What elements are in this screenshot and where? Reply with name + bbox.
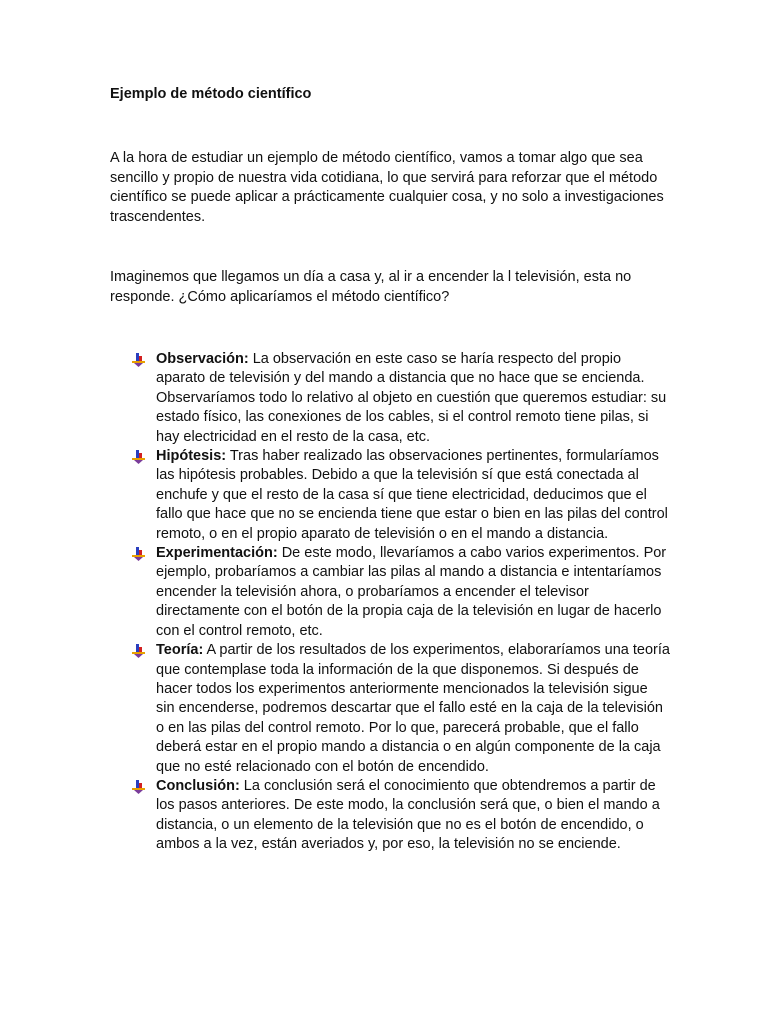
colored-pencil-bullet-icon [130,780,148,794]
list-item-conclusion [130,777,670,855]
step-text: Tras haber realizado las observaciones pertinentes, formularíamos las hipótesis probables. Debido a que la televisión sí que está conectada al enchufe y que el resto de la casa sí que tiene electricidad, deducimos que el fallo que hace que no se encienda tiene que estar o bien en las pilas del control remoto, o en el propio aparato de televisión o en el mando a distancia. [156,448,668,542]
document-title: Ejemplo de método científico [110,86,312,102]
list-item-experimentacion [130,544,670,641]
method-steps-list [130,350,670,855]
question-paragraph: Imaginemos que llegamos un día a casa y, al ir a encender la l televisión, esta no responde. ¿Cómo aplicaríamos el método científico? [110,269,632,305]
step-text: De este modo, llevaríamos a cabo varios experimentos. Por ejemplo, probaríamos a cambiar las pilas al mando a distancia e intentaríamos encender la televisión ahora, o probaríamos a encender el televisor directamente con el botón de la propia caja de la televisión en lugar de hacerlo con el control remoto, etc. [156,545,667,639]
colored-pencil-bullet-icon [130,450,148,464]
step-term: Conclusión: [156,777,240,794]
intro-paragraph: A la hora de estudiar un ejemplo de método científico, vamos a tomar algo que sea sencillo y propio de nuestra vida cotidiana, lo que servirá para reforzar que el método científico se puede aplicar a prácticamente cualquier cosa, y no solo a investigaciones trascendentes. [110,150,664,225]
step-term: Teoría: [156,642,204,659]
step-term: Hipótesis: [156,448,227,465]
list-item-observacion [130,350,670,447]
colored-pencil-bullet-icon [130,547,148,561]
step-term: Experimentación: [156,545,278,562]
step-text: La observación en este caso se haría respecto del propio aparato de televisión y del mando a distancia que no hace que se encienda. Observaríamos todo lo relativo al objeto en cuestión que queremos estudiar: su estado físico, las conexiones de los cables, si el control remoto tiene pilas, si hay electricidad en el resto de la casa, etc. [156,351,667,445]
list-item-teoria [130,641,670,777]
step-text: La conclusión será el conocimiento que obtendremos a partir de los pasos anteriores. De este modo, la conclusión será que, o bien el mando a distancia, o un elemento de la televisión que no es el botón de encendido, o ambos a la vez, están averiados y, por eso, la televisión no se enciende. [156,777,660,853]
colored-pencil-bullet-icon [130,353,148,367]
step-text: A partir de los resultados de los experimentos, elaboraríamos una teoría que contemplase toda la información de la que disponemos. Si después de hacer todos los experimentos anteriormente mencionados la televisión sigue sin encenderse, podremos descartar que el fallo esté en la caja de la televisión o en las pilas del control remoto. Por lo que, parecerá probable, que el fallo deberá estar en el propio mando a distancia o en algún componente de la caja que no esté relacionado con el botón de encendido. [156,642,670,775]
list-item-hipotesis [130,447,670,544]
step-term: Observación: [156,351,249,367]
colored-pencil-bullet-icon [130,644,148,658]
